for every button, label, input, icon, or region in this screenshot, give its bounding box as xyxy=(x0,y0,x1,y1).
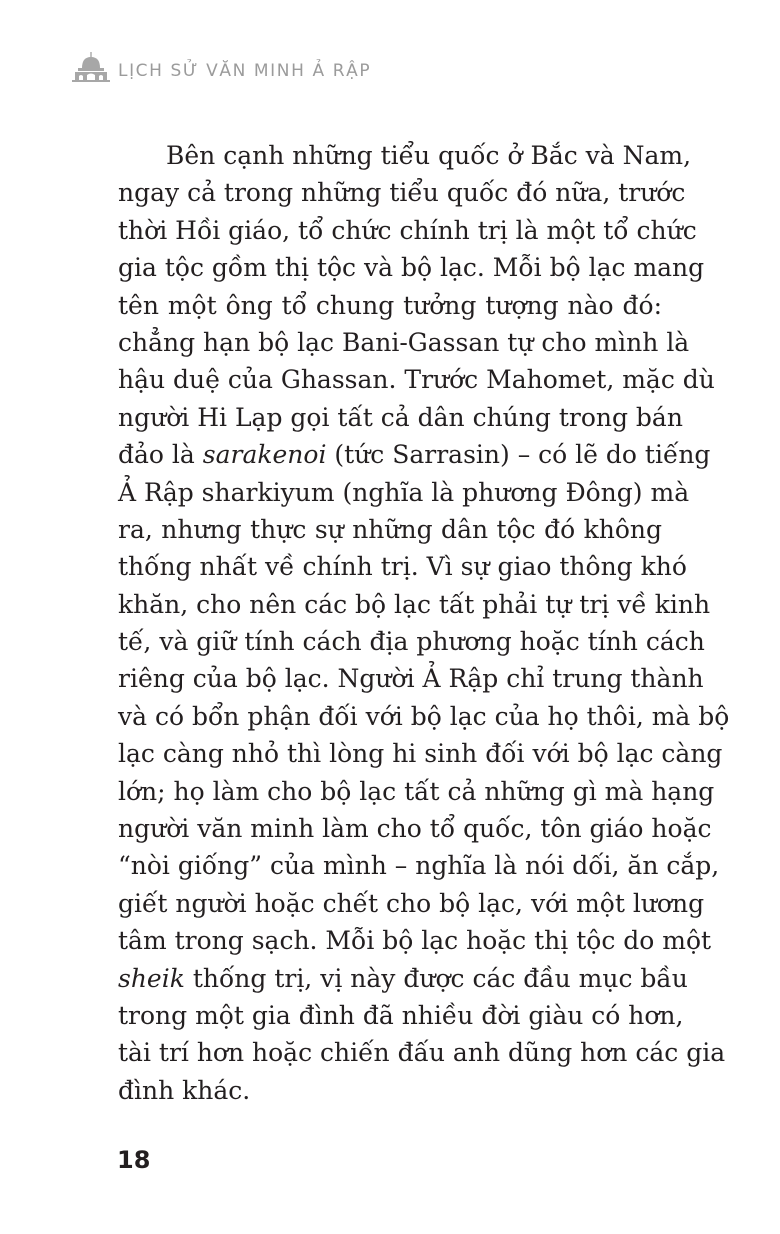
italic-term: sarakenoi xyxy=(202,440,327,470)
text-line: hậu duệ của Ghassan. Trước Mahomet, mặc dù xyxy=(118,365,715,395)
italic-term: sheik xyxy=(118,963,185,993)
page-number: 18 xyxy=(117,1146,151,1174)
text-line: tên một ông tổ chung tưởng tượng nào đó: xyxy=(118,290,662,320)
text-line: khăn, cho nên các bộ lạc tất phải tự trị về kinh xyxy=(118,589,711,619)
text-line: “nòi giống” của mình – nghĩa là nói dối, ăn cắp, xyxy=(118,851,720,881)
text-line: người Hi Lạp gọi tất cả dân chúng trong bán xyxy=(118,402,683,432)
text-line: lạc càng nhỏ thì lòng hi sinh đối với bộ lạc càng xyxy=(118,739,723,769)
text-line: trong một gia đình đã nhiều đời giàu có hơn, xyxy=(118,1000,684,1030)
text-line: riêng của bộ lạc. Người Ả Rập chỉ trung thành xyxy=(118,664,704,694)
text-line: ra, nhưng thực sự những dân tộc đó không xyxy=(118,514,662,544)
text-line: đình khác. xyxy=(118,1075,251,1105)
text-line: tế, và giữ tính cách địa phương hoặc tính cách xyxy=(118,627,705,657)
running-header xyxy=(72,48,371,82)
text-line: đảo là sarakenoi (tức Sarrasin) – có lẽ do tiếng xyxy=(118,440,711,470)
text-line: ngay cả trong những tiểu quốc đó nữa, trước xyxy=(118,178,686,208)
body-paragraph xyxy=(118,137,730,1109)
book-title: LỊCH SỬ VĂN MINH Ả RẬP xyxy=(118,61,372,81)
text-line: thống nhất về chính trị. Vì sự giao thông khó xyxy=(118,552,687,582)
text-line: tài trí hơn hoặc chiến đấu anh dũng hơn các gia xyxy=(118,1038,726,1068)
temple-dome-icon xyxy=(72,52,110,82)
text-line: chẳng hạn bộ lạc Bani-Gassan tự cho mình là xyxy=(118,327,690,357)
text-line: Ả Rập sharkiyum (nghĩa là phương Đông) mà xyxy=(118,477,690,507)
text-line: gia tộc gồm thị tộc và bộ lạc. Mỗi bộ lạc mang xyxy=(118,253,705,283)
text-line: thời Hồi giáo, tổ chức chính trị là một tổ chức xyxy=(118,215,697,245)
text-line: giết người hoặc chết cho bộ lạc, với một lương xyxy=(118,888,705,918)
text-line: tâm trong sạch. Mỗi bộ lạc hoặc thị tộc do một xyxy=(118,926,712,956)
text-line: sheik thống trị, vị này được các đầu mục bầu xyxy=(118,963,688,993)
text-line: và có bổn phận đối với bộ lạc của họ thôi, mà bộ xyxy=(118,701,730,731)
text-line: Bên cạnh những tiểu quốc ở Bắc và Nam, xyxy=(166,141,692,170)
text-line: người văn minh làm cho tổ quốc, tôn giáo hoặc xyxy=(118,814,712,844)
text-line: lớn; họ làm cho bộ lạc tất cả những gì mà hạng xyxy=(118,776,715,806)
